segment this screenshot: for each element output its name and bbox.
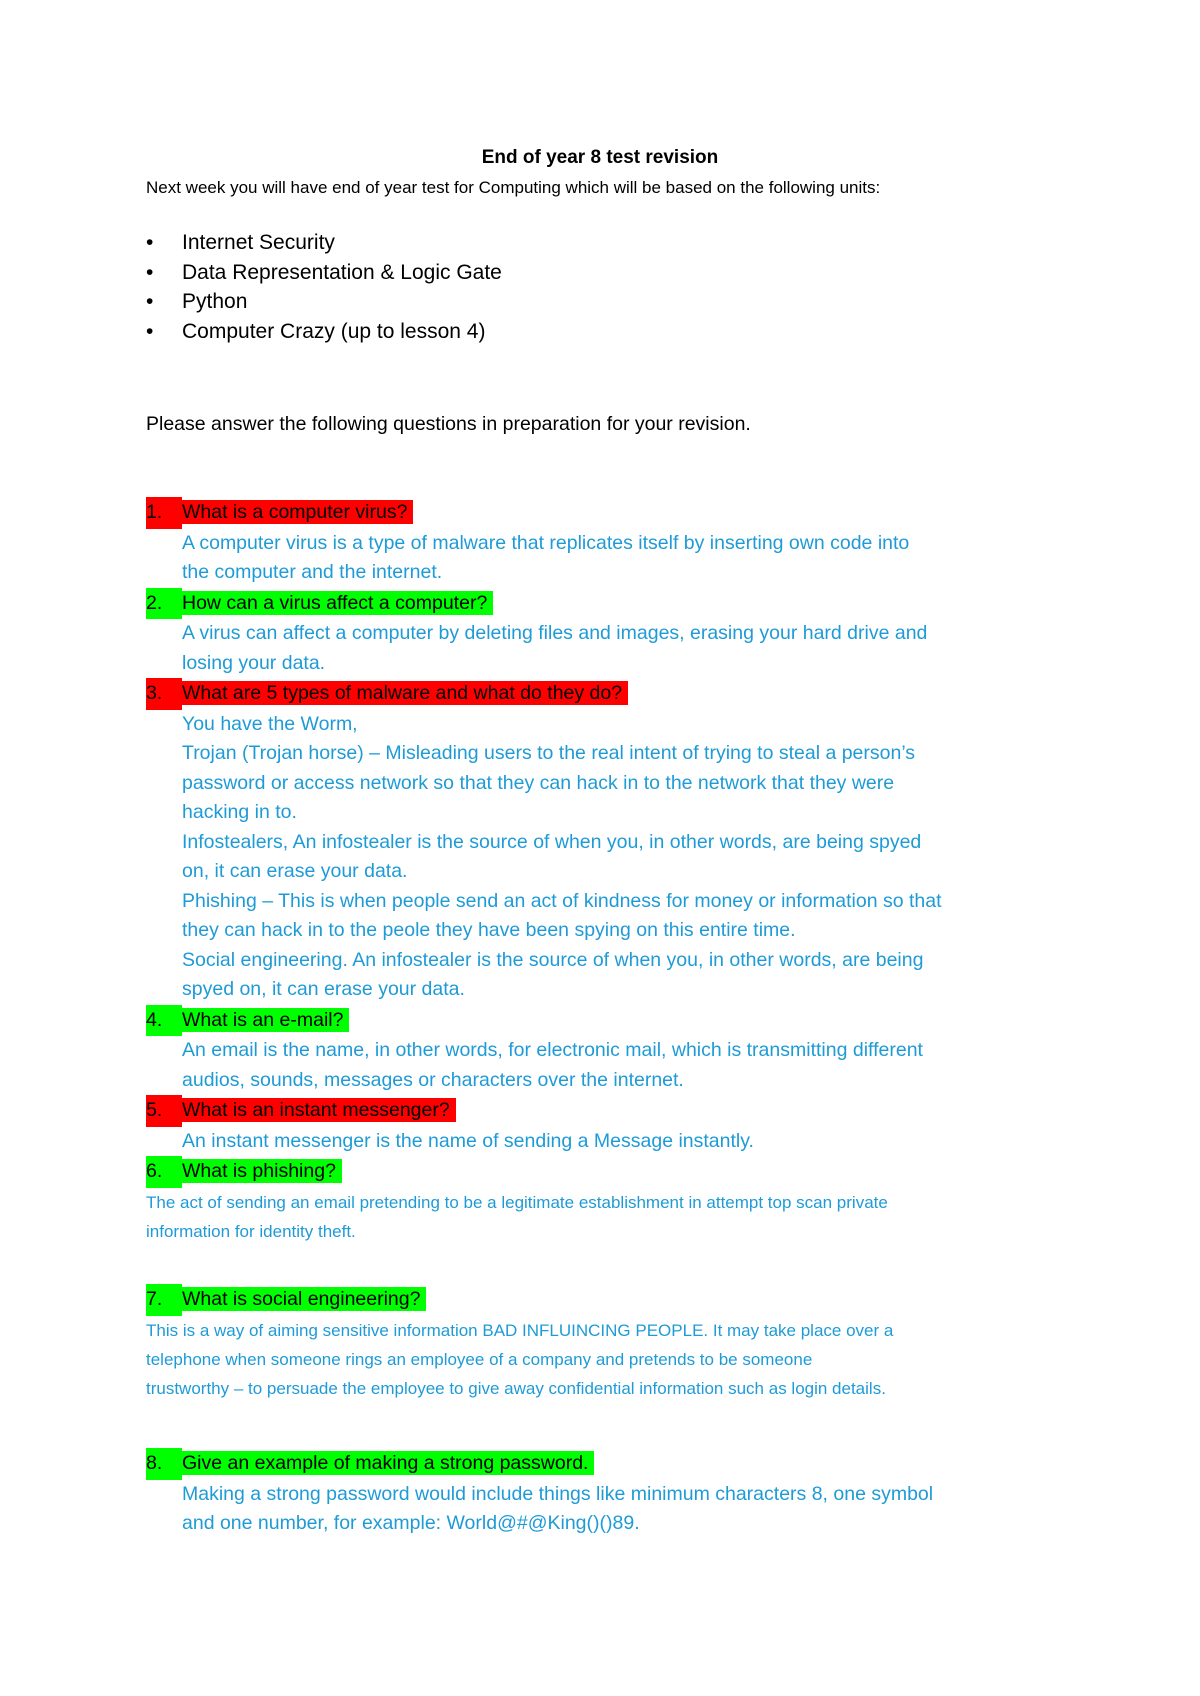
question-text: How can a virus affect a computer?: [182, 591, 493, 615]
question-7: [146, 1284, 1066, 1316]
question-text: Give an example of making a strong password.: [182, 1451, 594, 1475]
question-number: 6.: [146, 1156, 182, 1188]
question-text: What is an instant messenger?: [182, 1098, 456, 1122]
intro-text: Next week you will have end of year test for Computing which will be based on the following units:: [146, 178, 881, 197]
instructions-text: Please answer the following questions in preparation for your revision.: [146, 413, 751, 435]
question-4: [146, 1005, 1066, 1037]
unit-item: • Data Representation & Logic Gate: [146, 258, 502, 288]
unit-item: • Python: [146, 287, 502, 317]
question-number: 1.: [146, 497, 182, 529]
document-title: End of year 8 test revision: [481, 147, 719, 168]
question-2: [146, 588, 1066, 620]
questions-block-2: [146, 1284, 1066, 1403]
question-6: [146, 1156, 1066, 1188]
units-list: [146, 228, 502, 346]
answer-8: Making a strong password would include things like minimum characters 8, one symbol and one number, for example: World@#@King()()89.: [182, 1482, 934, 1534]
answer-2: A virus can affect a computer by deleting files and images, erasing your hard drive and losing your data.: [182, 622, 928, 674]
question-text: What is social engineering?: [182, 1287, 426, 1311]
question-text: What is a computer virus?: [182, 500, 413, 524]
answer-3: You have the Worm, Trojan (Trojan horse) – Misleading users to the real intent of trying to steal a person’s password or access network so that they can hack in to the network that they were hacking in to. Infostealers, An infostealer is the source of when you, in other words, are being spyed on, it can erase your data. Phishing – This is when people send an act of kindness for money or information so that they can hack in to the peole they have been spying on this entire time. Social engineering. An infostealer is the source of when you, in other words, are being spyed on, it can erase your data.: [182, 712, 942, 1000]
unit-item: • Computer Crazy (up to lesson 4): [146, 317, 502, 347]
question-number: 2.: [146, 588, 182, 620]
answer-4: An email is the name, in other words, for electronic mail, which is transmitting different audios, sounds, messages or characters over the internet.: [182, 1039, 923, 1091]
question-number: 4.: [146, 1005, 182, 1037]
answer-6: The act of sending an email pretending to be a legitimate establishment in attempt top scan private information for identity theft.: [146, 1192, 888, 1241]
question-text: What is an e-mail?: [182, 1008, 349, 1032]
question-number: 3.: [146, 678, 182, 710]
answer-7: This is a way of aiming sensitive information BAD INFLUINCING PEOPLE. It may take place over a telephone when someone rings an employee of a company and pretends to be someone trustworthy – to persuade the employee to give away confidential information such as login details.: [146, 1320, 894, 1398]
questions-block-3: [146, 1448, 1066, 1539]
question-3: [146, 678, 1066, 710]
question-number: 5.: [146, 1095, 182, 1127]
question-1: [146, 497, 1066, 529]
question-5: [146, 1095, 1066, 1127]
question-number: 7.: [146, 1284, 182, 1316]
questions-block-1: [146, 497, 1066, 1246]
question-number: 8.: [146, 1448, 182, 1480]
question-8: [146, 1448, 1066, 1480]
answer-1: A computer virus is a type of malware that replicates itself by inserting own code into the computer and the internet.: [182, 531, 910, 583]
unit-item: • Internet Security: [146, 228, 502, 258]
question-text: What is phishing?: [182, 1159, 342, 1183]
answer-5: An instant messenger is the name of sending a Message instantly.: [182, 1129, 754, 1152]
question-text: What are 5 types of malware and what do they do?: [182, 681, 628, 705]
